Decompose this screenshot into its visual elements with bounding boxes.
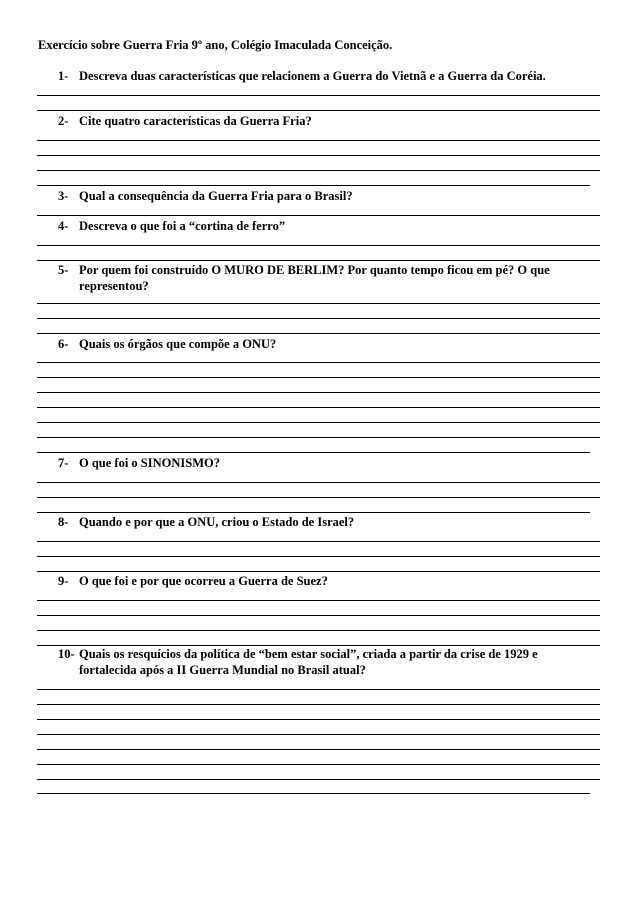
answer-line: [37, 333, 600, 334]
answer-line: [37, 719, 600, 720]
answer-line: [37, 630, 600, 631]
answer-line: [37, 215, 600, 216]
question-number: 6-: [58, 337, 69, 351]
question-text: Descreva o que foi a “cortina de ferro”: [79, 219, 286, 233]
question-number: 2-: [58, 114, 69, 128]
answer-line: [37, 155, 600, 156]
question-number: 9-: [58, 574, 69, 588]
question-2: [58, 113, 598, 129]
question-number: 10-: [58, 647, 75, 661]
question-text: O que foi e por que ocorreu a Guerra de Suez?: [79, 574, 328, 588]
answer-line: [37, 437, 600, 438]
answer-line: [37, 260, 600, 261]
answer-line: [37, 571, 600, 572]
question-5: [58, 262, 598, 294]
answer-line: [37, 793, 590, 794]
answer-line: [37, 512, 590, 513]
question-text: O que foi o SINONISMO?: [79, 456, 220, 470]
question-3: [58, 188, 598, 204]
question-text: Quais os órgãos que compõe a ONU?: [79, 337, 277, 351]
answer-line: [37, 140, 600, 141]
answer-line: [37, 704, 600, 705]
question-7: [58, 455, 598, 471]
answer-line: [37, 734, 600, 735]
question-text: Descreva duas características que relacionem a Guerra do Vietnã e a Guerra da Coréia.: [79, 69, 546, 83]
question-number: 1-: [58, 69, 69, 83]
answer-line: [37, 689, 600, 690]
answer-line: [37, 407, 600, 408]
question-text: Qual a consequência da Guerra Fria para o Brasil?: [79, 189, 353, 203]
answer-line: [37, 303, 600, 304]
answer-line: [37, 170, 600, 171]
question-number: 4-: [58, 219, 69, 233]
answer-line: [37, 749, 600, 750]
answer-line: [37, 779, 600, 780]
question-number: 7-: [58, 456, 69, 470]
question-9: [58, 573, 598, 589]
answer-line: [37, 392, 600, 393]
question-number: 8-: [58, 515, 69, 529]
question-number: 3-: [58, 189, 69, 203]
question-4: [58, 218, 598, 234]
question-text: Quando e por que a ONU, criou o Estado de Israel?: [79, 515, 355, 529]
answer-line: [37, 362, 600, 363]
answer-line: [37, 764, 600, 765]
question-10: [58, 646, 598, 678]
worksheet-title: Exercício sobre Guerra Fria 9º ano, Colégio Imaculada Conceição.: [38, 38, 393, 52]
answer-line: [37, 541, 600, 542]
question-8: [58, 514, 598, 530]
answer-line: [37, 377, 600, 378]
question-6: [58, 336, 598, 352]
answer-line: [37, 556, 600, 557]
answer-line: [37, 110, 600, 111]
question-text: Quais os resquícios da política de “bem estar social”, criada a partir da crise de 1929 e fortalecida após a II Guerra Mundial no Brasil atual?: [79, 647, 538, 677]
answer-line: [37, 482, 600, 483]
question-text: Por quem foi construído O MURO DE BERLIM? Por quanto tempo ficou em pé? O que representou?: [79, 263, 550, 293]
answer-line: [37, 245, 600, 246]
question-number: 5-: [58, 263, 69, 277]
answer-line: [37, 318, 600, 319]
answer-line: [37, 497, 600, 498]
answer-line: [37, 185, 590, 186]
answer-line: [37, 600, 600, 601]
answer-line: [37, 615, 600, 616]
question-1: [58, 68, 598, 84]
answer-line: [37, 452, 590, 453]
answer-line: [37, 95, 600, 96]
answer-line: [37, 422, 600, 423]
question-text: Cite quatro características da Guerra Fria?: [79, 114, 312, 128]
